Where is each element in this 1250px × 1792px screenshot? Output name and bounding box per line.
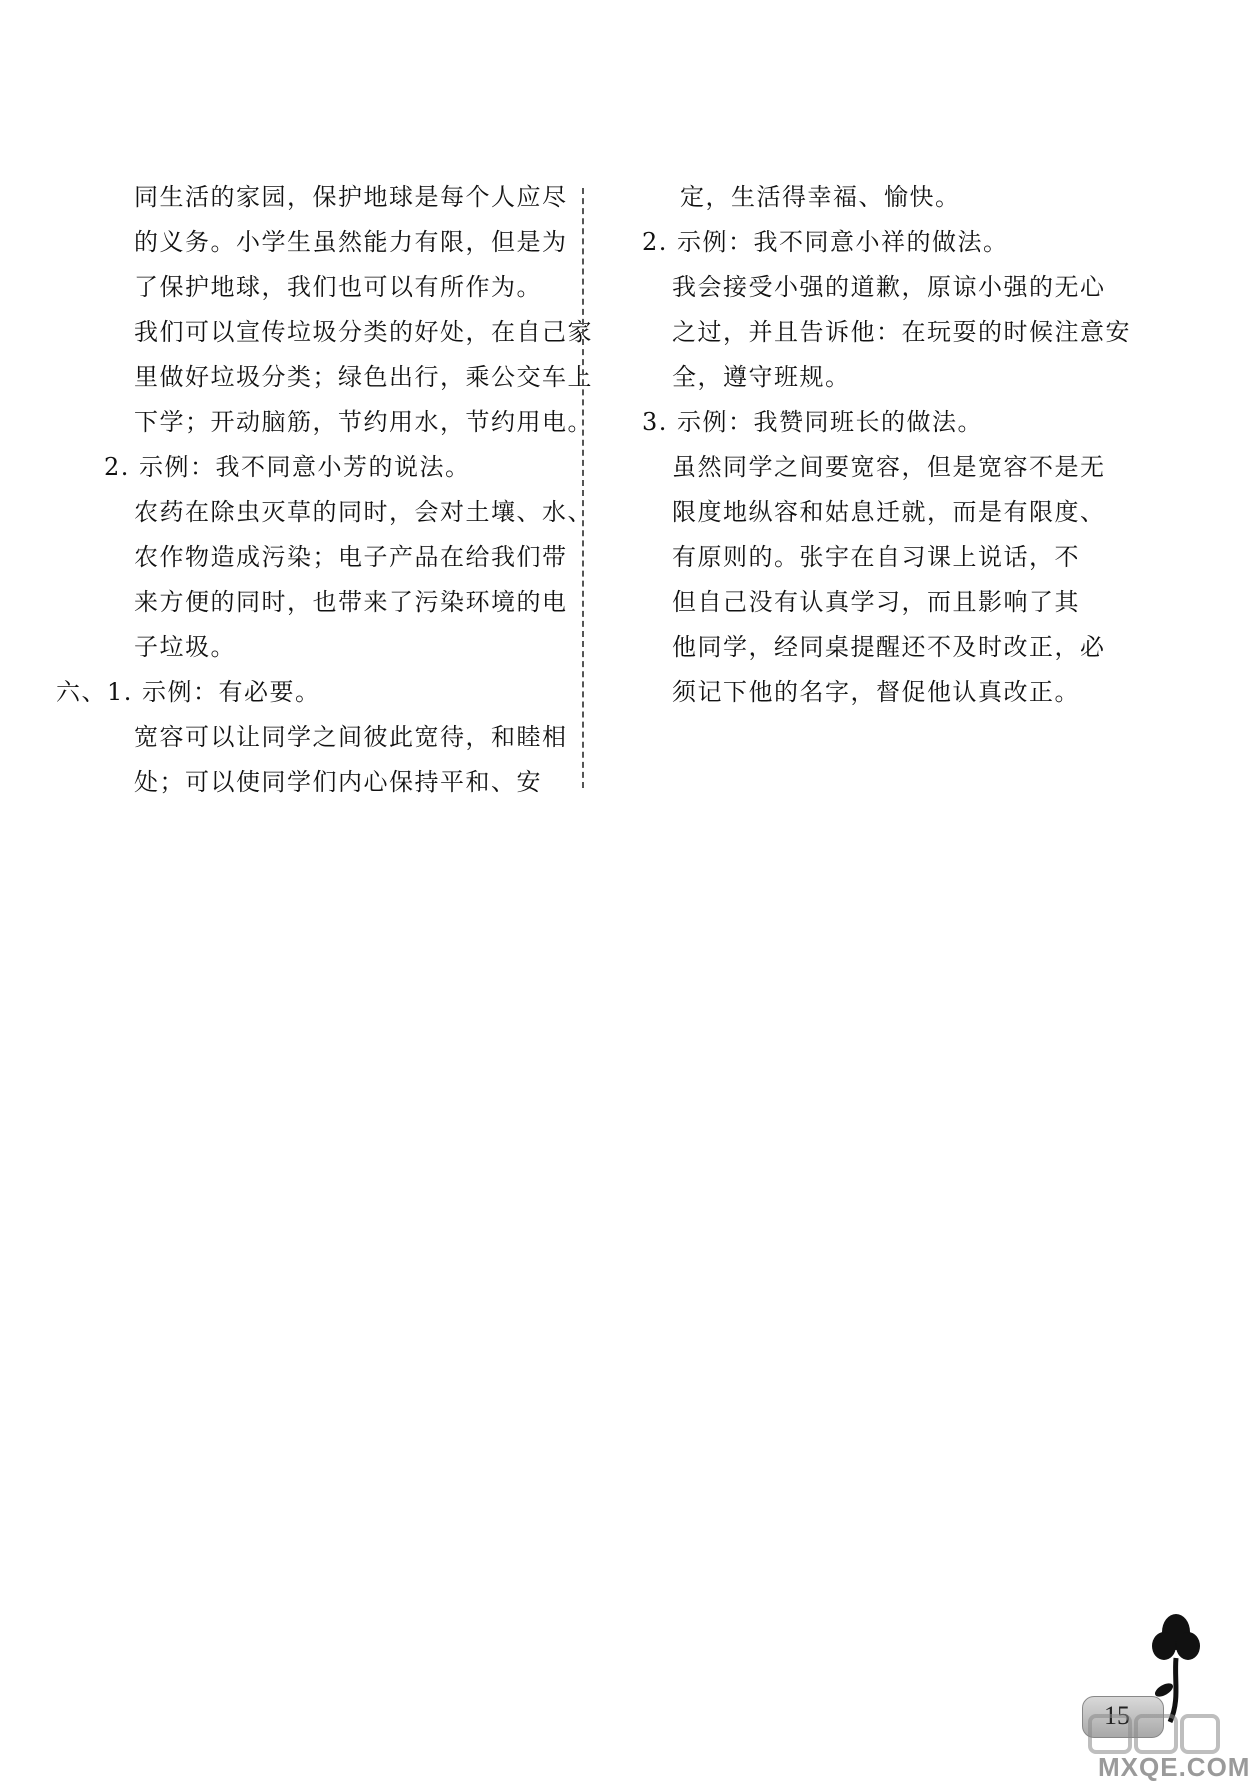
- left-line: 农药在除虫灭草的同时，会对土壤、水、: [134, 498, 593, 526]
- left-line: 下学；开动脑筋，节约用水，节约用电。: [134, 408, 593, 436]
- right-line: 定，生活得幸福、愉快。: [680, 183, 961, 211]
- right-line: 虽然同学之间要宽容，但是宽容不是无: [672, 453, 1106, 481]
- right-line: 有原则的。张宇在自习课上说话，不: [672, 543, 1080, 571]
- right-line: 须记下他的名字，督促他认真改正。: [672, 678, 1080, 706]
- left-line-item-2: 2. 示例：我不同意小芳的说法。: [104, 453, 471, 481]
- left-line: 同生活的家园，保护地球是每个人应尽: [134, 183, 568, 211]
- right-line-item-2: 2. 示例：我不同意小祥的做法。: [642, 228, 1009, 256]
- right-line: 之过，并且告诉他：在玩耍的时候注意安: [672, 318, 1131, 346]
- left-line: 子垃圾。: [134, 633, 236, 661]
- left-line: 处；可以使同学们内心保持平和、安: [134, 768, 542, 796]
- left-line: 宽容可以让同学之间彼此宽待，和睦相: [134, 723, 568, 751]
- left-line: 来方便的同时，也带来了污染环境的电: [134, 588, 568, 616]
- left-line-section-6: 六、1. 示例：有必要。: [56, 678, 321, 706]
- right-line: 我会接受小强的道歉，原谅小强的无心: [672, 273, 1106, 301]
- column-divider: [582, 188, 584, 788]
- right-line: 全，遵守班规。: [672, 363, 851, 391]
- left-line: 了保护地球，我们也可以有所作为。: [134, 273, 542, 301]
- right-line: 他同学，经同桌提醒还不及时改正，必: [672, 633, 1106, 661]
- right-line: 但自己没有认真学习，而且影响了其: [672, 588, 1080, 616]
- left-line: 的义务。小学生虽然能力有限，但是为: [134, 228, 568, 256]
- page-number: 15: [1104, 1701, 1130, 1730]
- left-line: 里做好垃圾分类；绿色出行，乘公交车上: [134, 363, 593, 391]
- right-line: 限度地纵容和姑息迁就，而是有限度、: [672, 498, 1106, 526]
- watermark-text: MXQE.COM: [1098, 1752, 1250, 1782]
- left-line: 农作物造成污染；电子产品在给我们带: [134, 543, 568, 571]
- left-line: 我们可以宣传垃圾分类的好处，在自己家: [134, 318, 593, 346]
- right-line-item-3: 3. 示例：我赞同班长的做法。: [642, 408, 984, 436]
